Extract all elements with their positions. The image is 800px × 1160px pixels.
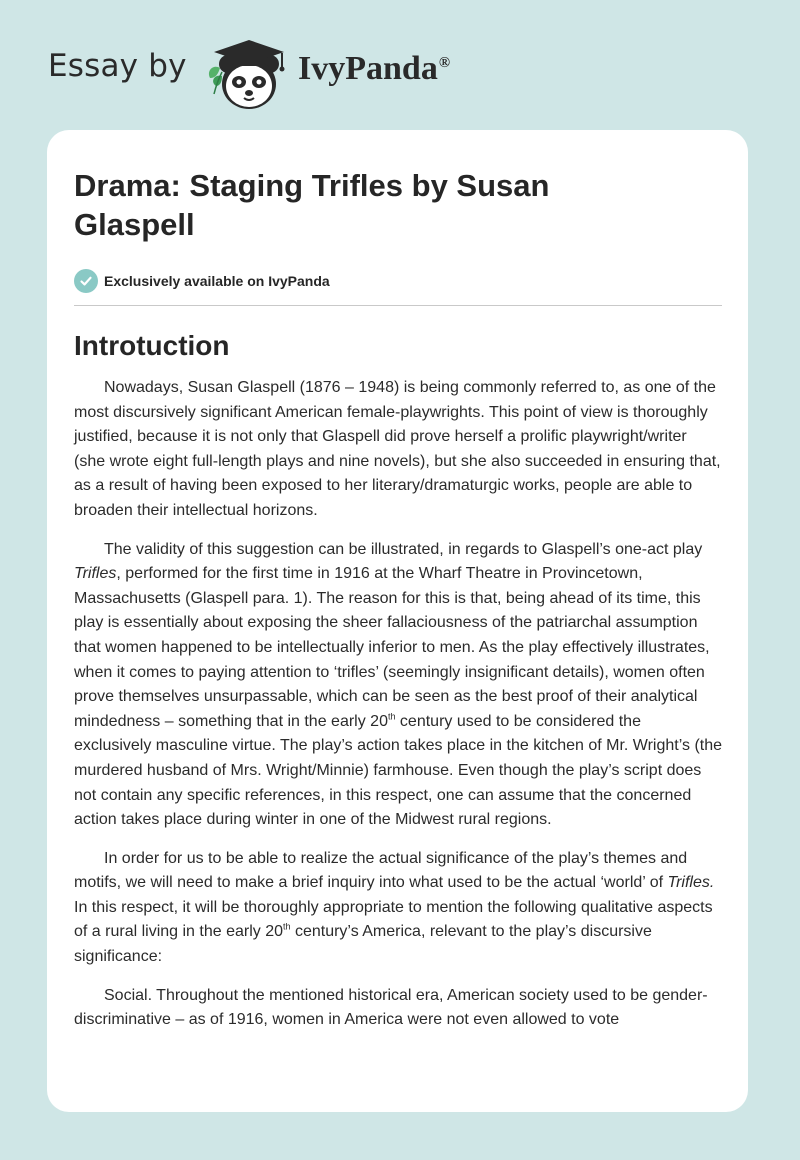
article-content — [74, 130, 722, 1047]
exclusive-label: Exclusively available on IvyPanda — [104, 273, 330, 289]
paragraph-4: Social. Throughout the mentioned historical era, American society used to be gender-discriminative – as of 1916, women in America were not even allowed to vote — [74, 986, 708, 1029]
panda-graduation-cap-icon[interactable] — [204, 34, 294, 114]
article-card — [47, 130, 748, 1112]
article-body — [74, 376, 722, 1033]
paragraph-1: Nowadays, Susan Glaspell (1876 – 1948) is being commonly referred to, as one of the most discursively significant American female-playwrights. This point of view is thoroughly justified, because it is not only that Glaspell did prove herself a prolific playwright/writer (she wrote eight full-length plays and nine novels), but she also succeeded in ensuring that, as a result of having been exposed to her literary/dramaturgic works, people are able to broaden their intellectual horizons. — [74, 379, 721, 519]
section-heading: Introtuction — [74, 330, 230, 361]
paragraph-3: In order for us to be able to realize the actual significance of the play’s themes and motifs, we will need to make a brief inquiry into what used to be the actual ‘world’ of Trifles. In this respect, it will be thoroughly appropriate to mention the following qualitative aspects of a rural living in the early 20th century’s America, relevant to the play’s discursive significance: — [74, 849, 715, 966]
brand-name[interactable]: IvyPanda® — [298, 50, 451, 87]
check-circle-icon — [74, 269, 98, 293]
brand-prefix: Essay by — [48, 48, 187, 84]
play-title: Trifles. — [667, 874, 715, 892]
page-title: Drama: Staging Trifles by Susan Glaspell — [74, 168, 550, 242]
paragraph-2: The validity of this suggestion can be illustrated, in regards to Glaspell’s one-act play Trifles, performed for the first time in 1916 at the Wharf Theatre in Provincetown, Massachusetts (Glaspell para. 1). The reason for this is that, being ahead of its time, this play is essentially about exposing the sheer fallaciousness of the patriarchal assumption that women happened to be intellectually inferior to men. As the play effectively illustrates, when it comes to paying attention to ‘trifles’ (seemingly insignificant details), women often prove themselves unsurpassable, which can be seen as the best proof of their analytical mindedness – something that in the early 20th century used to be considered the exclusively masculine virtue. The play’s action takes place in the kitchen of Mr. Wright’s (the murdered husband of Mrs. Wright/Minnie) farmhouse. Even though the play’s script does not contain any specific references, in this respect, one can assume that the concerned action takes place during winter in one of the Midwest rural regions. — [74, 540, 723, 829]
divider — [74, 305, 722, 306]
exclusive-badge — [74, 268, 722, 294]
registered-mark: ® — [438, 54, 451, 71]
site-header — [48, 34, 748, 114]
play-title: Trifles — [74, 565, 117, 583]
